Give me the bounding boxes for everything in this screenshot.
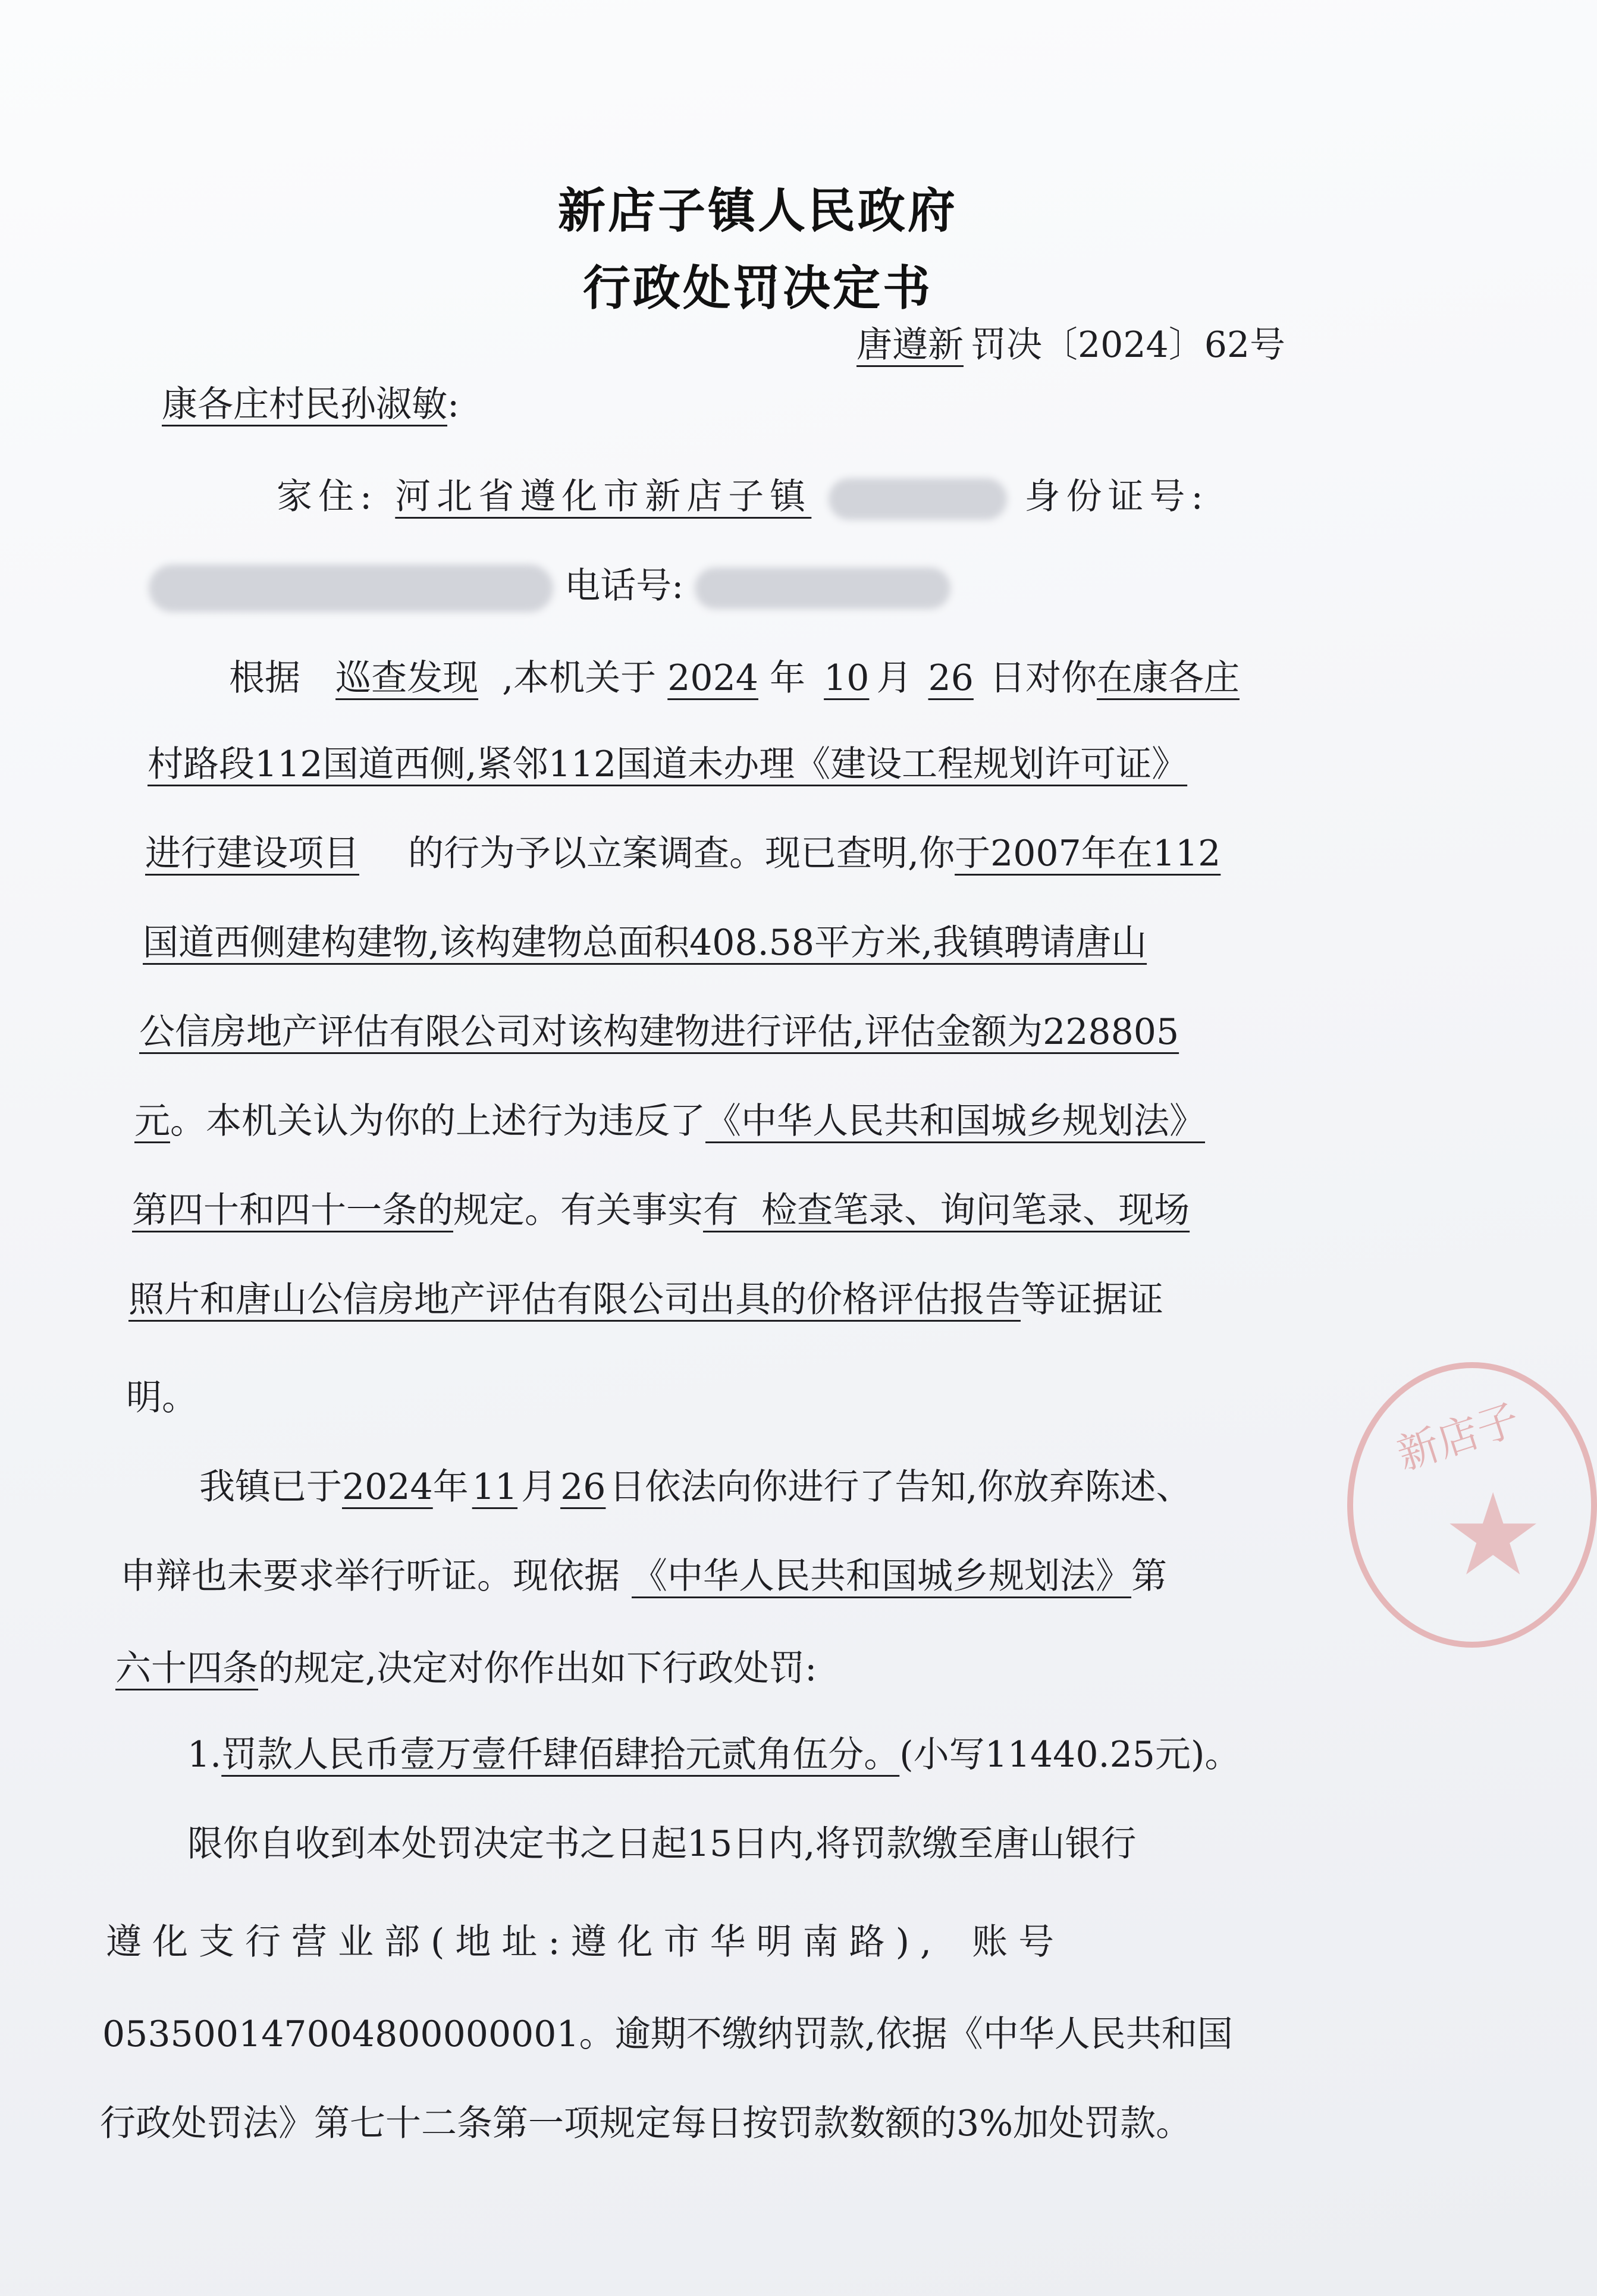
recipient-line <box>162 381 459 428</box>
underline-span: 元 <box>134 1100 170 1142</box>
para2-line2 <box>120 1552 1167 1600</box>
para1-line7 <box>132 1187 1190 1234</box>
text-span: ,本机关于 <box>502 657 657 699</box>
seal-star-icon: ★ <box>1442 1469 1544 1601</box>
doc-number: 罚决〔2024〕62号 <box>971 324 1286 366</box>
underline-span: 巡查发现 <box>335 657 479 699</box>
underline-span: 国道西侧建构建物,该构建物总面积408.58平方米,我镇聘请唐山 <box>143 922 1147 964</box>
redacted-id-number <box>149 564 553 612</box>
doc-type-title: 行政处罚决定书 <box>583 260 933 316</box>
text-span: 月 <box>876 657 912 699</box>
para1-line2 <box>148 741 1187 788</box>
underline-span: 有 检查笔录、询问笔录、现场 <box>703 1190 1190 1231</box>
text-span: 1. <box>187 1734 222 1776</box>
para3-line3 <box>102 2010 1233 2058</box>
text-span: 限你自收到本处罚决定书之日起15日内,将罚款缴至唐山银行 <box>187 1823 1137 1865</box>
underline-span: 《中华人民共和国城乡规划法》 <box>705 1100 1205 1142</box>
recipient-name: 康各庄村民孙淑敏 <box>162 384 447 425</box>
underline-span: 2024 <box>667 657 758 699</box>
para1-line6 <box>134 1097 1205 1145</box>
text-span: 的规定,决定对你作出如下行政处罚: <box>258 1648 817 1689</box>
para3-line1 <box>187 1820 1136 1868</box>
underline-span: 26 <box>928 657 974 699</box>
text-span: (小写11440.25元)。 <box>899 1734 1241 1776</box>
underline-span: 26 <box>560 1466 606 1508</box>
text-span: 等证据证 <box>1021 1279 1163 1320</box>
underline-span: 在康各庄 <box>1096 657 1240 699</box>
seal-text: 新店子 <box>1391 1394 1526 1480</box>
para1-line5 <box>139 1008 1179 1056</box>
phone-label: 电话号: <box>564 565 684 607</box>
address-label: 家住: <box>277 476 378 517</box>
text-span: 行政处罚法》第七十二条第一项规定每日按罚款数额的3%加处罚款。 <box>100 2103 1192 2144</box>
text-span: 的行为予以立案调查。现已查明,你 <box>408 833 955 874</box>
text-span: 。本机关认为你的上述行为违反了 <box>170 1100 705 1142</box>
para2-line1 <box>199 1463 1192 1511</box>
text-span: 日对你 <box>989 657 1097 699</box>
redacted-phone <box>695 567 950 609</box>
underline-span: 罚款人民币壹万壹仟肆佰肆拾元贰角伍分。 <box>221 1734 900 1776</box>
text-span: 我镇已于 <box>199 1466 342 1508</box>
text-span: 年 <box>432 1466 469 1508</box>
underline-span: 于2007年在112 <box>955 833 1221 874</box>
underline-span: 2024 <box>342 1466 433 1508</box>
para1-line1 <box>229 654 1240 702</box>
underline-span: 进行建设项目 <box>145 833 359 874</box>
redacted-address <box>829 478 1007 520</box>
underline-span: 10 <box>824 657 870 699</box>
para1-line9 <box>126 1374 197 1422</box>
recipient-colon: : <box>447 384 460 425</box>
text-span: 年 <box>770 657 806 699</box>
underline-span: 六十四条 <box>115 1648 258 1689</box>
text-span: 根据 <box>229 657 300 699</box>
address-line <box>277 473 1209 520</box>
text-span: 日依法向你进行了告知,你放弃陈述、 <box>609 1466 1192 1508</box>
para1-line3 <box>145 830 1221 877</box>
doc-prefix: 唐遵新 <box>856 324 964 366</box>
address-value: 河北省遵化市新店子镇 <box>395 476 812 517</box>
underline-span: 《中华人民共和国城乡规划法》 <box>632 1555 1131 1597</box>
phone-line <box>149 562 950 612</box>
id-label: 身份证号: <box>1024 476 1209 517</box>
text-span: 账号 <box>972 1921 1065 1963</box>
underline-span: 11 <box>472 1466 518 1508</box>
official-seal <box>1347 1362 1597 1648</box>
underline-span: 第四十和四十一条的 <box>132 1190 453 1231</box>
text-span: 遵化支行营业部(地址:遵化市华明南路), <box>106 1921 943 1963</box>
underline-span: 村路段112国道西侧,紧邻112国道未办理《建设工程规划许可证》 <box>148 744 1188 785</box>
para2-line3 <box>115 1645 817 1692</box>
text-span: 053500147004800000001。逾期不缴纳罚款,依据《中华人民共和国 <box>102 2013 1233 2055</box>
text-span: 规定。有关事实 <box>453 1190 703 1231</box>
text-span: 第 <box>1131 1555 1167 1597</box>
doc-number-line <box>821 321 1285 369</box>
underline-span: 照片和唐山公信房地产评估有限公司出具的价格评估报告 <box>128 1279 1021 1320</box>
text-span: 月 <box>521 1466 557 1508</box>
para3-line4 <box>100 2100 1191 2147</box>
para1-line4 <box>143 919 1147 967</box>
text-span: 申辩也未要求举行听证。现依据 <box>120 1555 620 1597</box>
text-span: 明。 <box>126 1377 197 1419</box>
underline-span: 公信房地产评估有限公司对该构建物进行评估,评估金额为228805 <box>139 1011 1179 1053</box>
org-title: 新店子镇人民政府 <box>558 183 958 239</box>
para3-line2 <box>106 1918 1065 1966</box>
para1-line8 <box>128 1276 1163 1323</box>
penalty-item-1 <box>187 1731 1240 1779</box>
